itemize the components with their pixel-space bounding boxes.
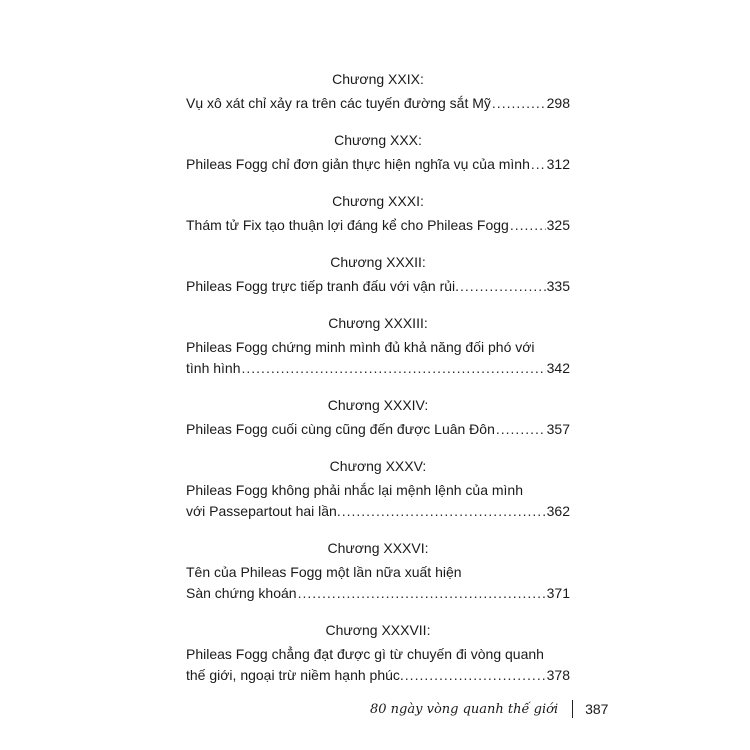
entry-text: Phileas Fogg chỉ đơn giản thực hiện nghĩa vụ của mình <box>186 156 530 172</box>
leader-dots <box>496 419 546 440</box>
chapter-title: Chương XXXVI: <box>327 540 429 556</box>
page-number: 312 <box>546 156 570 172</box>
leader-dots <box>531 154 546 175</box>
entry-text: Vụ xô xát chỉ xảy ra trên các tuyến đường sắt Mỹ <box>186 95 491 111</box>
leader-dots <box>460 276 546 297</box>
toc-chapter <box>186 192 570 236</box>
toc-chapter <box>186 396 570 440</box>
toc-chapter <box>186 253 570 297</box>
entry-text: thế giới, ngoại trừ niềm hạnh phúc. <box>186 667 404 683</box>
toc-chapter <box>186 621 570 686</box>
toc-chapter <box>186 70 570 114</box>
chapter-title: Chương XXXI: <box>332 193 424 209</box>
entry-text: Phileas Fogg chứng minh mình đủ khả năng đối phó với <box>186 339 535 355</box>
page-footer <box>370 700 608 718</box>
entry-text: Phileas Fogg cuối cùng cũng đến được Luân Đôn <box>186 421 495 437</box>
entry-text: tình hình <box>186 360 241 376</box>
toc-chapter <box>186 131 570 175</box>
chapter-title: Chương XXXV: <box>329 458 427 474</box>
entry-text: Tên của Phileas Fogg một lần nữa xuất hiện <box>186 564 462 580</box>
entry-text: với Passepartout hai lần. <box>186 503 341 519</box>
chapter-entry <box>186 154 570 175</box>
chapter-entry <box>186 337 570 379</box>
toc-chapter <box>186 539 570 604</box>
entry-text: Thám tử Fix tạo thuận lợi đáng kể cho Phileas Fogg <box>186 217 509 233</box>
leader-dots <box>405 665 546 686</box>
entry-line <box>186 154 570 175</box>
chapter-title: Chương XXXVII: <box>325 622 431 638</box>
toc-chapter <box>186 457 570 522</box>
entry-line <box>186 583 570 604</box>
running-title: 80 ngày vòng quanh thế giới <box>370 701 559 717</box>
entry-line <box>186 276 570 297</box>
page-number: 371 <box>546 585 570 601</box>
chapter-entry <box>186 644 570 686</box>
chapter-title: Chương XXXIII: <box>328 315 428 331</box>
chapter-entry <box>186 276 570 297</box>
page-number: 298 <box>546 95 570 111</box>
entry-line <box>186 501 570 522</box>
entry-line <box>186 358 570 379</box>
footer-page-number: 387 <box>585 701 609 717</box>
chapter-entry <box>186 480 570 522</box>
table-of-contents <box>186 70 570 703</box>
entry-text: Phileas Fogg chẳng đạt được gì từ chuyến đi vòng quanh <box>186 646 544 662</box>
chapter-title: Chương XXXIV: <box>327 397 429 413</box>
entry-text: Phileas Fogg trực tiếp tranh đấu với vận rủi. <box>186 278 460 294</box>
page-number: 378 <box>546 667 570 683</box>
page-number: 362 <box>546 503 570 519</box>
leader-dots <box>342 501 546 522</box>
page-number: 342 <box>546 360 570 376</box>
entry-line <box>186 665 570 686</box>
page-number: 335 <box>546 278 570 294</box>
chapter-entry <box>186 93 570 114</box>
chapter-entry <box>186 215 570 236</box>
page-number: 325 <box>546 217 570 233</box>
entry-line <box>186 215 570 236</box>
chapter-title: Chương XXX: <box>334 132 422 148</box>
chapter-entry <box>186 419 570 440</box>
footer-divider <box>572 700 573 718</box>
chapter-title: Chương XXIX: <box>332 71 424 87</box>
entry-line <box>186 93 570 114</box>
leader-dots <box>492 93 546 114</box>
entry-line <box>186 419 570 440</box>
entry-text: Sàn chứng khoán <box>186 585 297 601</box>
leader-dots <box>242 358 546 379</box>
page-number: 357 <box>546 421 570 437</box>
leader-dots <box>298 583 546 604</box>
leader-dots <box>510 215 546 236</box>
chapter-title: Chương XXXII: <box>330 254 426 270</box>
toc-chapter <box>186 314 570 379</box>
entry-text: Phileas Fogg không phải nhắc lại mệnh lệnh của mình <box>186 482 523 498</box>
chapter-entry <box>186 562 570 604</box>
